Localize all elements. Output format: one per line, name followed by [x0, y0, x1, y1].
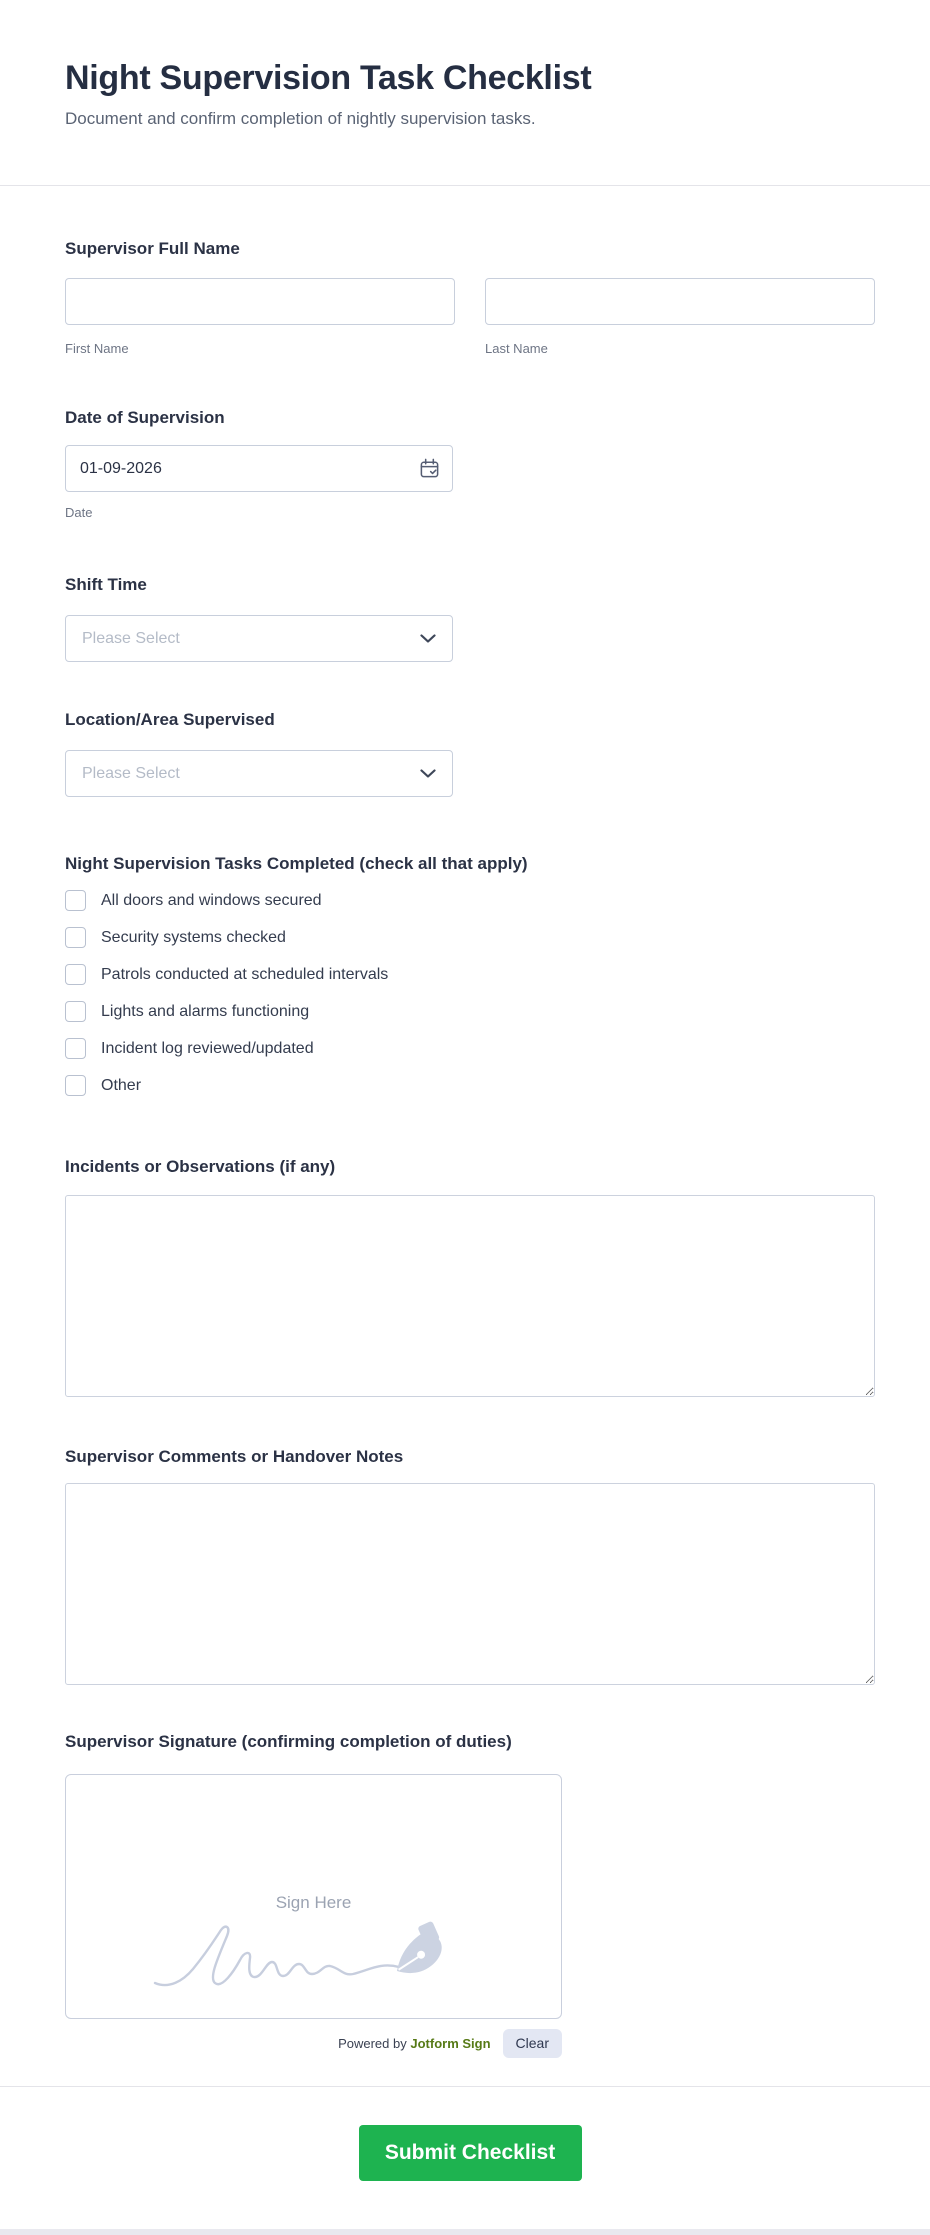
- powered-by-text: [338, 2036, 490, 2051]
- location-placeholder: Please Select: [82, 764, 180, 782]
- shift-time-label: Shift Time: [65, 575, 147, 594]
- location-label: Location/Area Supervised: [65, 710, 275, 729]
- date-field: [65, 445, 453, 492]
- form-header: [0, 0, 930, 186]
- last-name-sublabel: Last Name: [485, 341, 548, 356]
- task-checkbox-row[interactable]: [65, 1001, 875, 1022]
- location-select[interactable]: [65, 750, 453, 797]
- checkbox[interactable]: [65, 927, 86, 948]
- powered-by-label: Powered by: [338, 2035, 407, 2051]
- signature-label: Supervisor Signature (confirming completion of duties): [65, 1732, 512, 1751]
- task-checkbox-row[interactable]: [65, 890, 875, 911]
- checkbox-label: Incident log reviewed/updated: [101, 1040, 314, 1057]
- date-input[interactable]: [65, 445, 453, 492]
- tasks-checkbox-list: [65, 890, 875, 1096]
- task-checkbox-row[interactable]: [65, 1038, 875, 1059]
- jotform-sign-brand: Jotform Sign: [410, 2035, 491, 2051]
- incidents-textarea[interactable]: [65, 1195, 875, 1397]
- checkbox[interactable]: [65, 890, 86, 911]
- incidents-label: Incidents or Observations (if any): [65, 1157, 336, 1176]
- clear-signature-button[interactable]: Clear: [503, 2029, 562, 2058]
- form-footer: [0, 2086, 930, 2228]
- date-sublabel: Date: [65, 505, 93, 520]
- sign-here-text: Sign Here: [275, 1893, 352, 1912]
- full-name-row: [65, 278, 875, 357]
- page-bottom-strip: [0, 2229, 930, 2235]
- page-title: Night Supervision Task Checklist: [65, 59, 592, 97]
- pen-nib-icon: [383, 1918, 453, 1985]
- comments-textarea[interactable]: [65, 1483, 875, 1685]
- signature-placeholder-group: [149, 1893, 479, 2000]
- first-name-input[interactable]: [65, 278, 455, 325]
- checkbox-label: Other: [101, 1077, 142, 1094]
- chevron-down-icon: [420, 634, 436, 643]
- comments-label: Supervisor Comments or Handover Notes: [65, 1447, 404, 1466]
- first-name-sublabel: First Name: [65, 341, 129, 356]
- checkbox[interactable]: [65, 1075, 86, 1096]
- shift-time-select[interactable]: [65, 615, 453, 662]
- task-checkbox-row[interactable]: [65, 927, 875, 948]
- task-checkbox-row[interactable]: [65, 964, 875, 985]
- submit-button[interactable]: Submit Checklist: [359, 2125, 582, 2181]
- checkbox[interactable]: [65, 964, 86, 985]
- signature-footer: [65, 2028, 562, 2058]
- signature-scribble: [149, 1905, 479, 2000]
- checkbox-label: Lights and alarms functioning: [101, 1003, 310, 1020]
- page-subtitle: Document and confirm completion of nightly supervision tasks.: [65, 109, 536, 128]
- task-checkbox-row[interactable]: [65, 1075, 875, 1096]
- shift-time-placeholder: Please Select: [82, 629, 180, 647]
- tasks-label: Night Supervision Tasks Completed (check all that apply): [65, 854, 528, 873]
- chevron-down-icon: [420, 769, 436, 778]
- full-name-label: Supervisor Full Name: [65, 239, 240, 258]
- checkbox[interactable]: [65, 1038, 86, 1059]
- checkbox[interactable]: [65, 1001, 86, 1022]
- date-label: Date of Supervision: [65, 408, 225, 427]
- calendar-icon[interactable]: [419, 458, 440, 479]
- signature-pad[interactable]: [65, 1774, 562, 2019]
- checkbox-label: All doors and windows secured: [101, 892, 322, 909]
- checkbox-label: Patrols conducted at scheduled intervals: [101, 966, 389, 983]
- checkbox-label: Security systems checked: [101, 929, 286, 946]
- last-name-input[interactable]: [485, 278, 875, 325]
